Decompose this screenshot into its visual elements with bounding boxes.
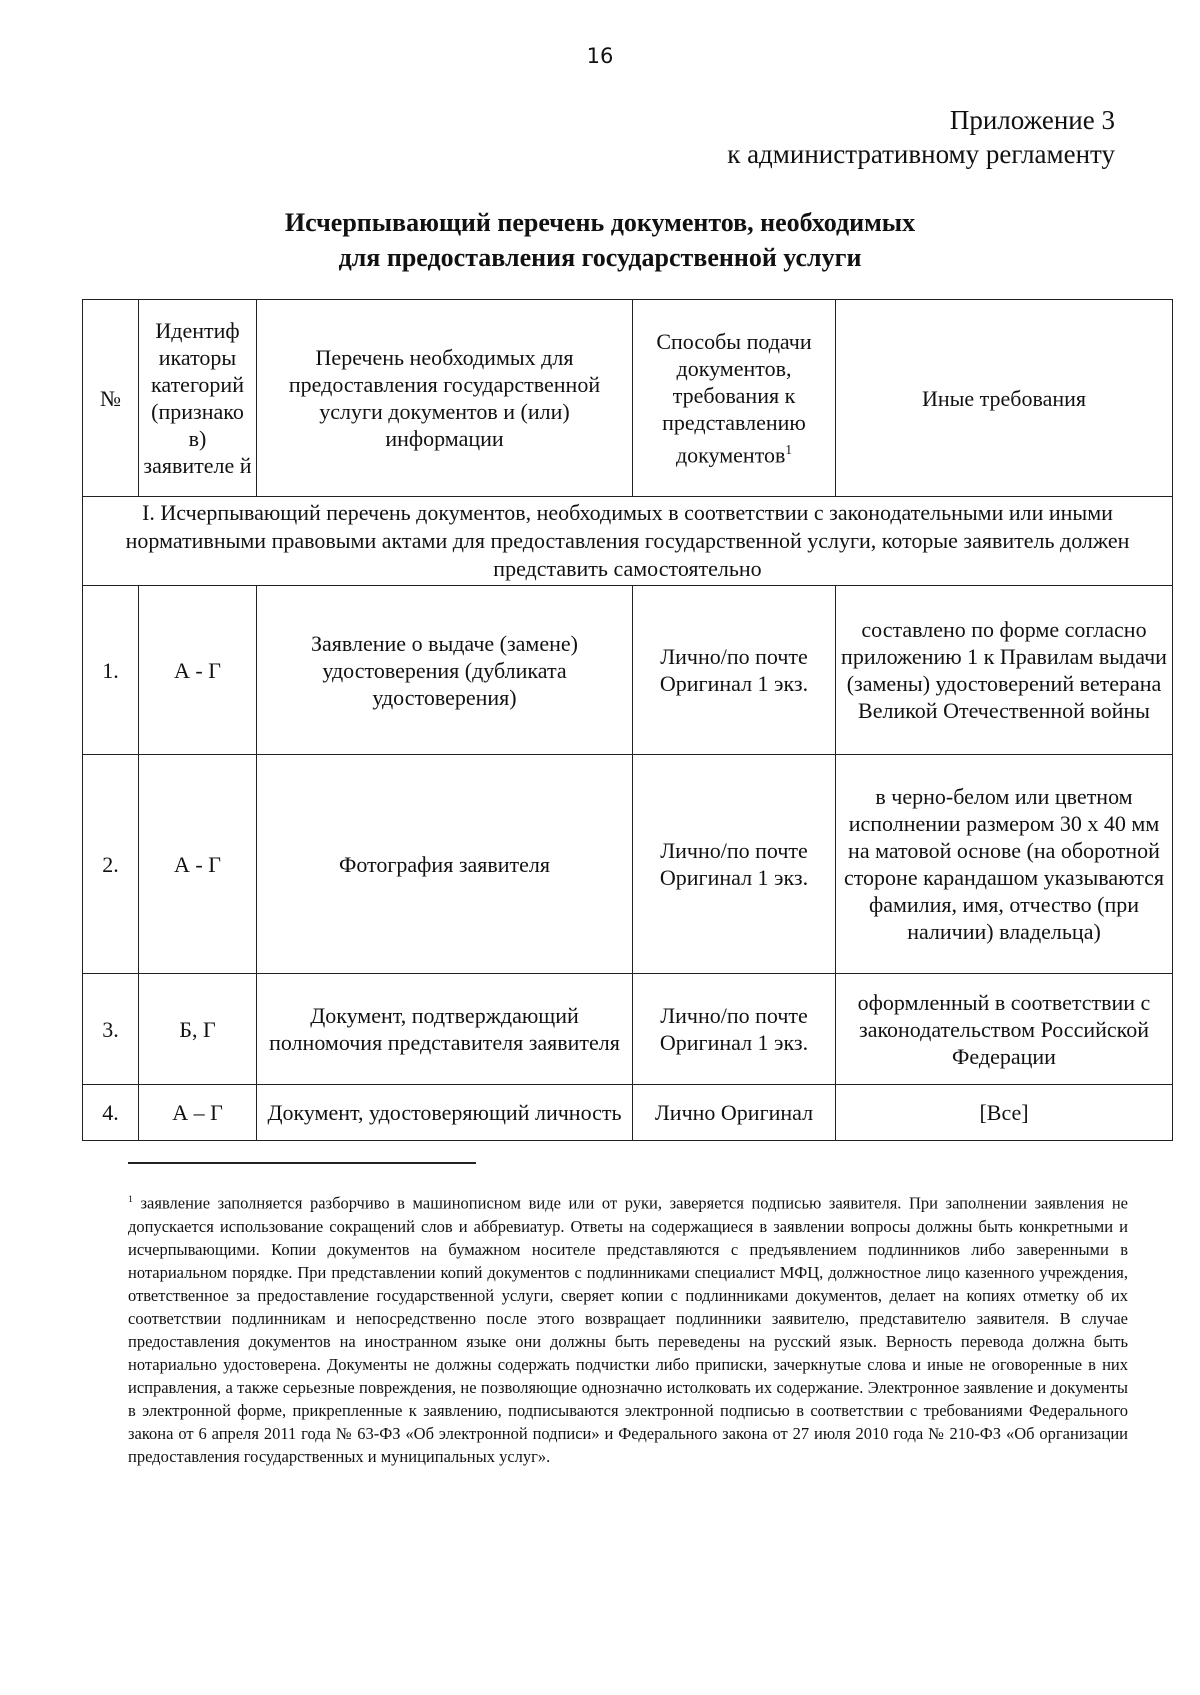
row-other-requirements: оформленный в соответствии с законодательством Российской Федерации bbox=[836, 974, 1173, 1085]
appendix-line-2: к административному регламенту bbox=[727, 139, 1115, 169]
row-document: Заявление о выдаче (замене) удостоверения (дубликата удостоверения) bbox=[257, 586, 633, 755]
table-row bbox=[83, 755, 1173, 974]
documents-table bbox=[82, 299, 1173, 1141]
footnote-divider bbox=[128, 1162, 476, 1164]
page-number: 16 bbox=[586, 44, 614, 68]
row-submission: Лично/по почте Оригинал 1 экз. bbox=[633, 755, 836, 974]
row-document: Документ, подтверждающий полномочия представителя заявителя bbox=[257, 974, 633, 1085]
document-title bbox=[0, 205, 1200, 275]
table-row bbox=[83, 586, 1173, 755]
row-categories: А - Г bbox=[139, 755, 257, 974]
row-categories: Б, Г bbox=[139, 974, 257, 1085]
row-number: 2. bbox=[83, 755, 139, 974]
row-document: Фотография заявителя bbox=[257, 755, 633, 974]
row-categories: А - Г bbox=[139, 586, 257, 755]
row-number: 1. bbox=[83, 586, 139, 755]
footnote-reference: 1 bbox=[785, 441, 793, 457]
row-other-requirements: составлено по форме согласно приложению 1 к Правилам выдачи (замены) удостоверений ветерана Великой Отечественной войны bbox=[836, 586, 1173, 755]
appendix-reference bbox=[415, 103, 1115, 171]
appendix-line-1: Приложение 3 bbox=[949, 105, 1115, 135]
row-categories: А – Г bbox=[139, 1085, 257, 1141]
row-submission: Лично Оригинал bbox=[633, 1085, 836, 1141]
header-submission bbox=[633, 300, 836, 497]
footnote-mark: 1 bbox=[128, 1194, 133, 1205]
footnote-text: заявление заполняется разборчиво в машинописном виде или от руки, заверяется подписью заявителя. При заполнении заявления не допускается использование сокращений слов и аббревиатур. Ответы на содержащиеся в заявлении вопросы должны быть конкретными и исчерпывающими. Копии документов на бумажном носителе представляются с предъявлением подлинников либо заверенными в нотариальном порядке. При представлении копий документов с подлинниками специалист МФЦ, должностное лицо казенного учреждения, ответственное за предоставление государственной услуги, сверяет копии с подлинниками документов, делает на копиях отметку об их соответствии подлинникам и непосредственно после этого возвращает подлинники заявителю, представителю заявителя. В случае предоставления документов на иностранном языке они должны быть переведены на русский язык. Верность перевода должна быть нотариально удостоверена. Документы не должны содержать подчистки либо приписки, зачеркнутые слова и иные не оговоренные в них исправления, а также серьезные повреждения, не позволяющие однозначно истолковать их содержание. Электронное заявление и документы в электронной форме, прикрепленные к заявлению, подписываются электронной подписью в соответствии с требованиями Федерального закона от 6 апреля 2011 года № 63-ФЗ «Об электронной подписи» и Федерального закона от 27 июля 2010 года № 210-ФЗ «Об организации предоставления государственных и муниципальных услуг». bbox=[128, 1193, 1129, 1466]
row-other-requirements: [Все] bbox=[836, 1085, 1173, 1141]
row-submission: Лично/по почте Оригинал 1 экз. bbox=[633, 974, 836, 1085]
footnote bbox=[128, 1188, 1128, 1468]
document-title-line-2: для предоставления государственной услуги bbox=[338, 243, 862, 272]
header-number: № bbox=[83, 300, 139, 497]
document-title-line-1: Исчерпывающий перечень документов, необходимых bbox=[284, 208, 916, 237]
row-number: 4. bbox=[83, 1085, 139, 1141]
table-row bbox=[83, 1085, 1173, 1141]
section-1-heading: I. Исчерпывающий перечень документов, необходимых в соответствии с законодательными или иными нормативными правовыми актами для предоставления государственной услуги, которые заявитель должен представить самостоятельно bbox=[83, 497, 1173, 586]
header-categories: Идентиф икаторы категорий (признако в) заявителе й bbox=[139, 300, 257, 497]
table-row bbox=[83, 974, 1173, 1085]
header-documents: Перечень необходимых для предоставления государственной услуги документов и (или) информации bbox=[257, 300, 633, 497]
header-submission-text: Способы подачи документов, требования к представлению документов bbox=[656, 328, 812, 468]
row-submission: Лично/по почте Оригинал 1 экз. bbox=[633, 586, 836, 755]
row-other-requirements: в черно-белом или цветном исполнении размером 30 х 40 мм на матовой основе (на оборотной стороне карандашом указываются фамилия, имя, отчество (при наличии) владельца) bbox=[836, 755, 1173, 974]
header-other-requirements: Иные требования bbox=[836, 300, 1173, 497]
row-document: Документ, удостоверяющий личность bbox=[257, 1085, 633, 1141]
row-number: 3. bbox=[83, 974, 139, 1085]
table-header-row bbox=[83, 300, 1173, 497]
section-heading-row bbox=[83, 497, 1173, 586]
